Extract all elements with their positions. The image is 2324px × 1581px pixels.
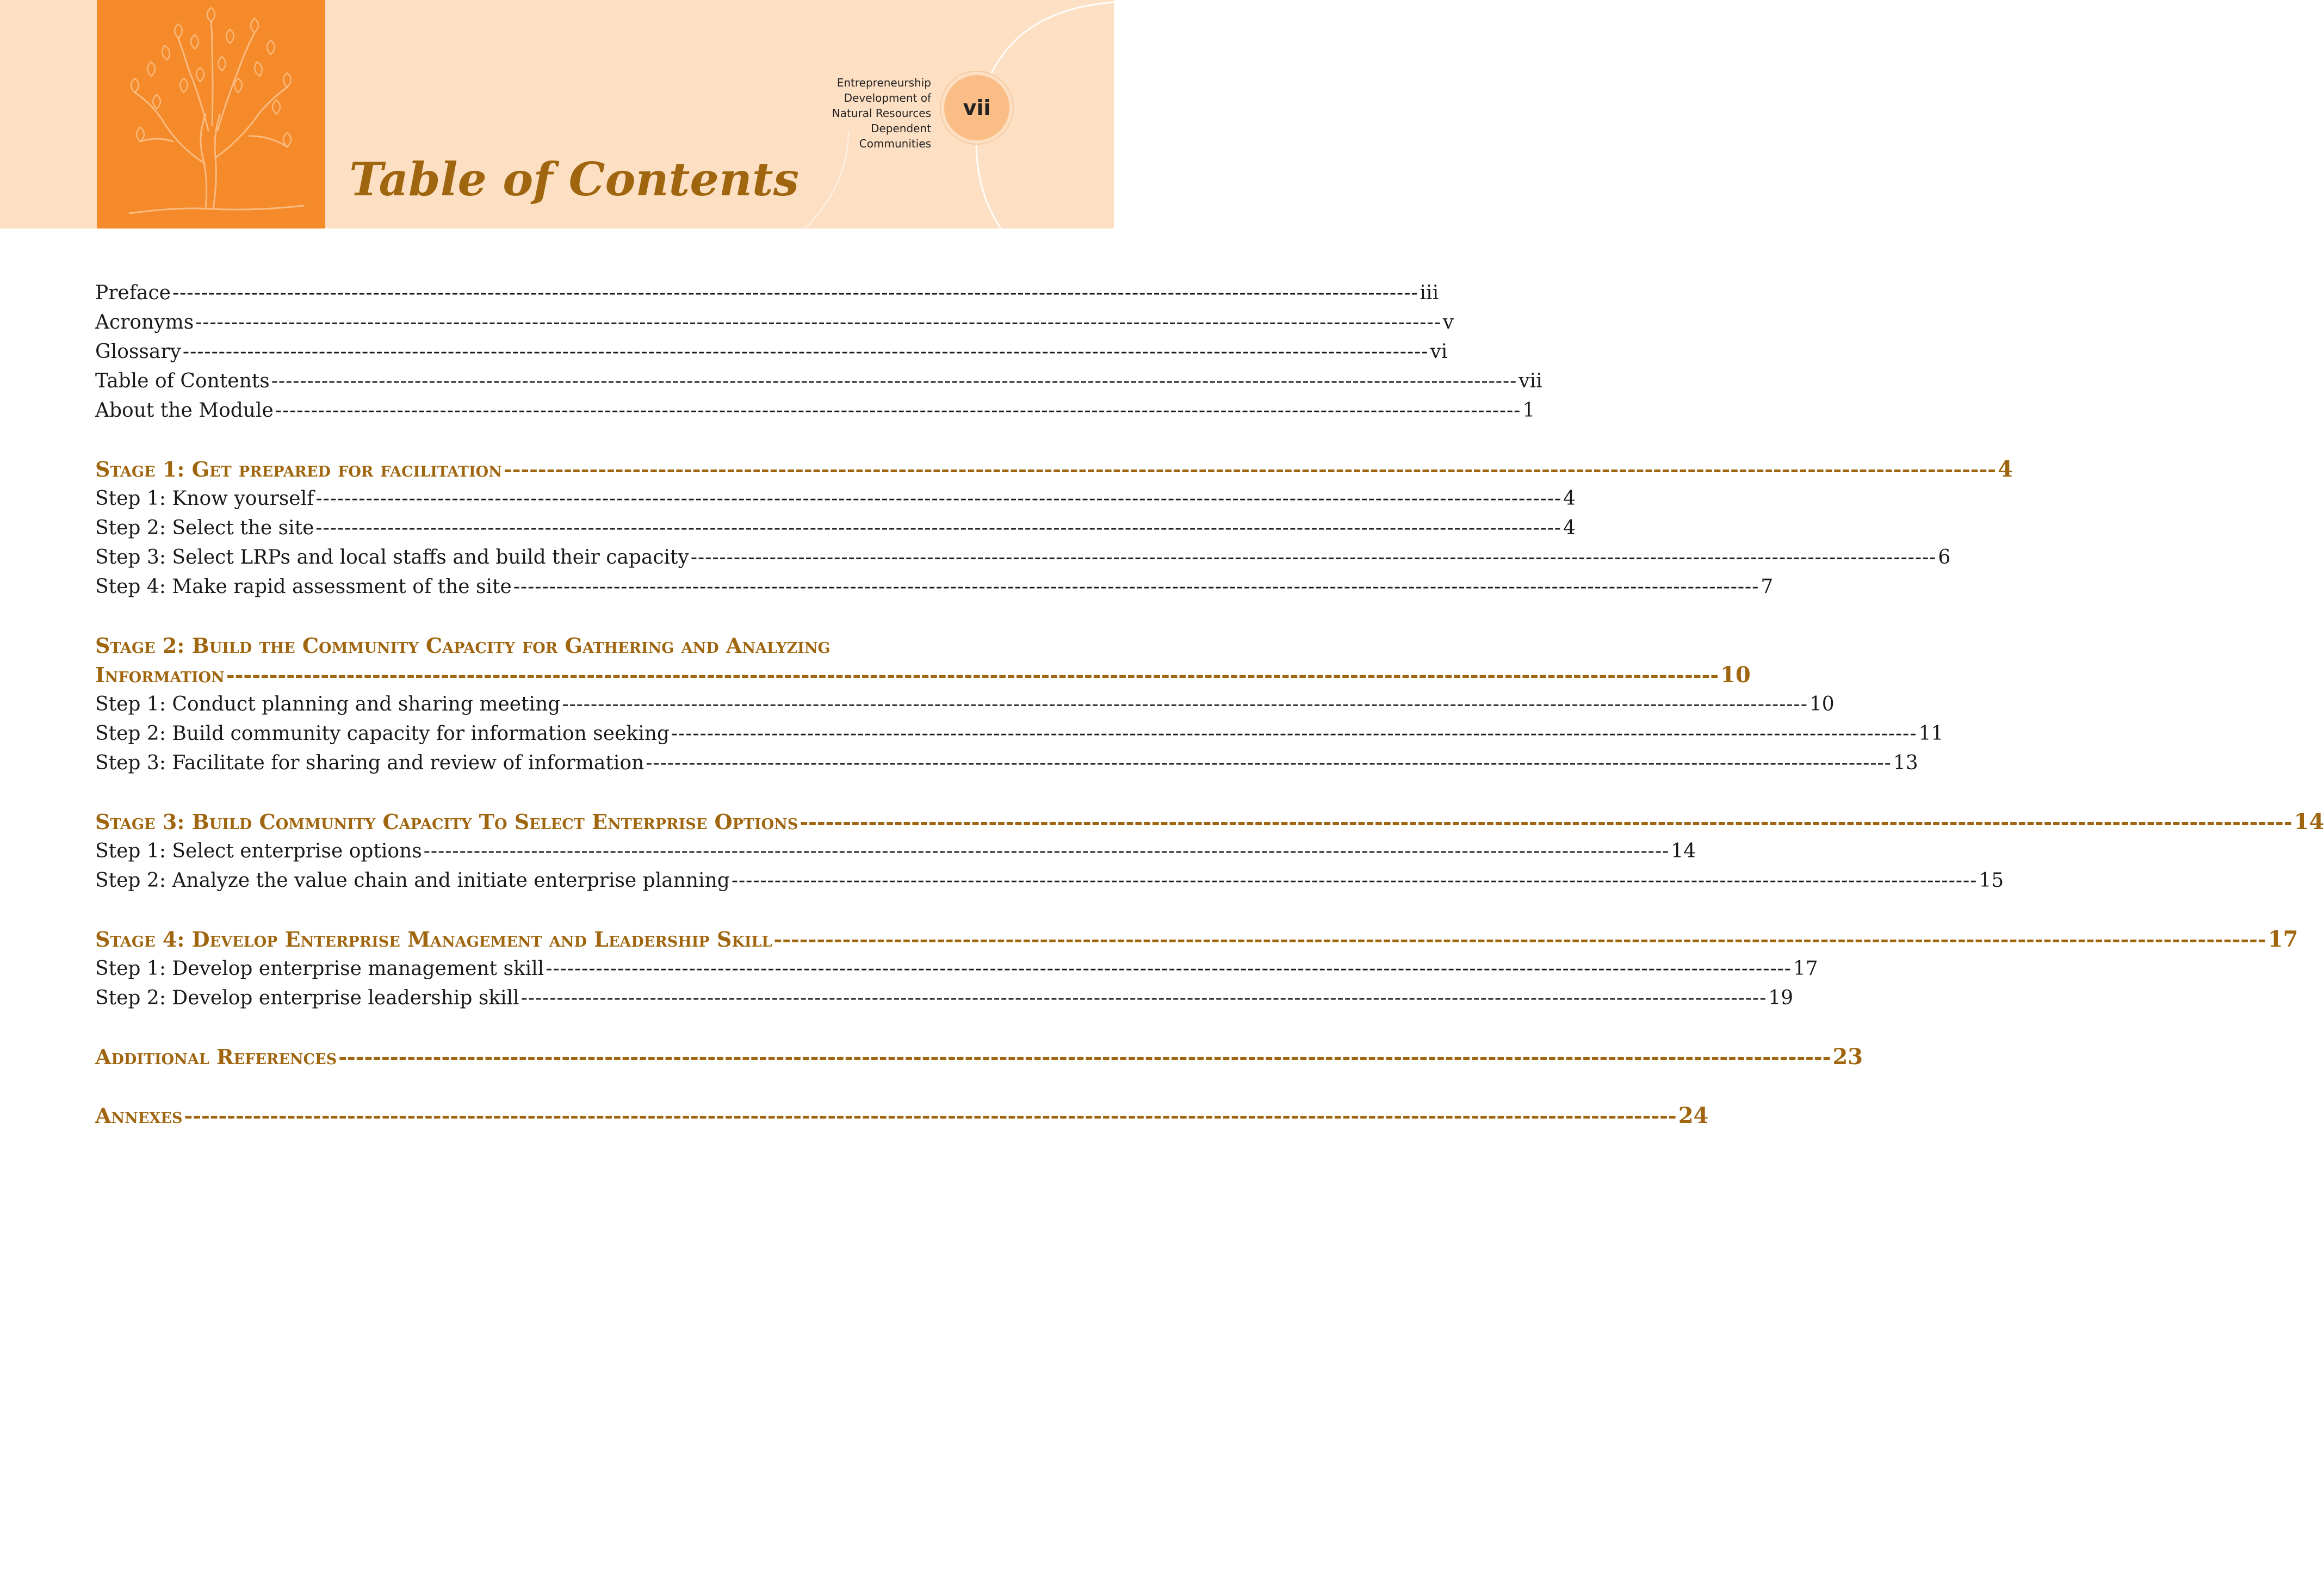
toc-stage-3-step-1[interactable] bbox=[95, 837, 1696, 866]
toc-entry-page: 7 bbox=[1761, 576, 1774, 598]
toc-entry-label: Step 3: Facilitate for sharing and review of information bbox=[95, 752, 644, 774]
toc-entry-glossary[interactable] bbox=[95, 337, 1448, 367]
toc-stage-3-heading[interactable] bbox=[95, 807, 2324, 837]
toc-entry-label: Step 3: Select LRPs and local staffs and build their capacity bbox=[95, 546, 689, 569]
toc-entry-label: Step 1: Select enterprise options bbox=[95, 840, 422, 862]
toc-stage-1-step-2[interactable] bbox=[95, 514, 1576, 543]
leader-dots: ------------------------------------------------------------------------------------------------------------------------------------------------------------------------------ bbox=[546, 958, 1792, 980]
leader-dots: ------------------------------------------------------------------------------------------------------------------------------------------------------------------------------ bbox=[182, 341, 1429, 363]
leader-dots: ------------------------------------------------------------------------------------------------------------------------------------------------------------------------------ bbox=[731, 869, 1978, 892]
toc-stage-4-step-2[interactable] bbox=[95, 984, 1794, 1013]
toc-entry-label: Step 2: Select the site bbox=[95, 517, 314, 539]
toc-entry-label: About the Module bbox=[95, 399, 274, 422]
stage-heading-label: Information bbox=[95, 663, 225, 687]
leader-dots: ------------------------------------------------------------------------------------------------------------------------------------------------------------------------------ bbox=[773, 927, 2266, 952]
leader-dots: ------------------------------------------------------------------------------------------------------------------------------------------------------------------------------ bbox=[646, 752, 1892, 774]
toc-entry-page: 19 bbox=[1768, 987, 1794, 1009]
leader-dots: ------------------------------------------------------------------------------------------------------------------------------------------------------------------------------ bbox=[338, 1045, 1831, 1069]
toc-entry-page: vii bbox=[1519, 370, 1542, 392]
stage-heading-page: 14 bbox=[2294, 809, 2324, 835]
leader-dots: ------------------------------------------------------------------------------------------------------------------------------------------------------------------------------ bbox=[800, 810, 2292, 834]
toc-stage-4-heading[interactable] bbox=[95, 925, 2298, 954]
leader-dots: ------------------------------------------------------------------------------------------------------------------------------------------------------------------------------ bbox=[184, 1103, 1677, 1128]
toc-entry-label: Acronyms bbox=[95, 311, 194, 334]
toc-entry-label: Step 1: Develop enterprise management skill bbox=[95, 958, 544, 980]
toc-entry-acronyms[interactable] bbox=[95, 308, 1454, 337]
leader-dots: ------------------------------------------------------------------------------------------------------------------------------------------------------------------------------ bbox=[195, 311, 1441, 334]
stage-heading-page: 10 bbox=[1720, 662, 1751, 688]
toc-entry-page: 4 bbox=[1563, 517, 1576, 539]
toc-entry-page: 6 bbox=[1938, 546, 1951, 569]
toc-entry-page: 17 bbox=[1793, 958, 1818, 980]
page-number-badge: vii bbox=[944, 75, 1009, 140]
toc-entry-label: Table of Contents bbox=[95, 370, 270, 392]
stage-heading-label: Stage 1: Get prepared for facilitation bbox=[95, 457, 502, 481]
toc-entry-label: Step 2: Develop enterprise leadership skill bbox=[95, 987, 519, 1009]
toc-entry-page: 11 bbox=[1918, 722, 1944, 745]
toc-stage-2-heading[interactable] bbox=[95, 660, 1751, 690]
toc-stage-3-step-2[interactable] bbox=[95, 866, 2004, 896]
leader-dots: ------------------------------------------------------------------------------------------------------------------------------------------------------------------------------ bbox=[671, 722, 1917, 745]
leader-dots: ------------------------------------------------------------------------------------------------------------------------------------------------------------------------------ bbox=[690, 546, 1937, 569]
toc-stage-1-step-1[interactable] bbox=[95, 484, 1576, 514]
toc-entry-label: Step 4: Make rapid assessment of the site bbox=[95, 576, 512, 598]
toc-stage-2-step-3[interactable] bbox=[95, 749, 1918, 778]
toc-annexes[interactable] bbox=[95, 1101, 1709, 1131]
toc-stage-2-step-1[interactable] bbox=[95, 690, 1835, 719]
toc-entry-about-module[interactable] bbox=[95, 396, 1535, 425]
stage-heading-label: Annexes bbox=[95, 1103, 183, 1128]
leader-dots: ------------------------------------------------------------------------------------------------------------------------------------------------------------------------------ bbox=[315, 487, 1561, 510]
leader-dots: ------------------------------------------------------------------------------------------------------------------------------------------------------------------------------ bbox=[503, 457, 1997, 481]
toc-entry-label: Preface bbox=[95, 282, 171, 304]
toc-entry-page: 4 bbox=[1563, 487, 1576, 510]
leader-dots: ------------------------------------------------------------------------------------------------------------------------------------------------------------------------------ bbox=[172, 282, 1418, 304]
toc-stage-1-step-3[interactable] bbox=[95, 543, 1951, 572]
stage-heading-page: 17 bbox=[2267, 927, 2298, 952]
toc-stage-1-step-4[interactable] bbox=[95, 572, 1774, 602]
spacer bbox=[95, 425, 1006, 455]
toc-entry-table-of-contents[interactable] bbox=[95, 367, 1542, 396]
toc-entry-label: Glossary bbox=[95, 341, 181, 363]
stage-heading-label: Stage 3: Build Community Capacity To Select Enterprise Options bbox=[95, 810, 798, 834]
toc-entry-label: Step 2: Analyze the value chain and initiate enterprise planning bbox=[95, 869, 730, 892]
leader-dots: ------------------------------------------------------------------------------------------------------------------------------------------------------------------------------ bbox=[315, 517, 1561, 539]
stage-heading-page: 23 bbox=[1832, 1044, 1863, 1070]
toc-entry-page: v bbox=[1442, 311, 1454, 334]
toc-entry-page: vi bbox=[1430, 341, 1448, 363]
spacer bbox=[95, 602, 1006, 631]
leader-dots: ------------------------------------------------------------------------------------------------------------------------------------------------------------------------------ bbox=[562, 693, 1808, 715]
toc-entry-label: Step 1: Know yourself bbox=[95, 487, 314, 510]
stage-heading-label: Stage 4: Develop Enterprise Management and Leadership Skill bbox=[95, 927, 772, 952]
leader-dots: ------------------------------------------------------------------------------------------------------------------------------------------------------------------------------ bbox=[513, 576, 1759, 598]
stage-heading-page: 4 bbox=[1998, 456, 2013, 482]
toc-stage-2-heading-line1[interactable]: Stage 2: Build the Community Capacity for Gathering and Analyzing bbox=[95, 633, 831, 658]
spacer bbox=[95, 778, 1006, 807]
publication-name: Entrepreneurship Development of Natural Resources Dependent Communities bbox=[832, 76, 931, 150]
spacer bbox=[95, 1013, 1006, 1042]
toc-stage-2-step-2[interactable] bbox=[95, 719, 1944, 749]
toc-entry-label: Step 1: Conduct planning and sharing meeting bbox=[95, 693, 561, 715]
toc-entry-page: iii bbox=[1420, 282, 1439, 304]
toc-stage-4-step-1[interactable] bbox=[95, 954, 1818, 984]
spacer bbox=[95, 896, 1006, 925]
leader-dots: ------------------------------------------------------------------------------------------------------------------------------------------------------------------------------ bbox=[520, 987, 1767, 1009]
toc-entry-page: 15 bbox=[1979, 869, 2004, 892]
toc-entry-page: 14 bbox=[1671, 840, 1696, 862]
toc-additional-references[interactable] bbox=[95, 1042, 1863, 1072]
toc-entry-preface[interactable] bbox=[95, 279, 1439, 308]
header-banner bbox=[0, 0, 1114, 228]
leader-dots: ------------------------------------------------------------------------------------------------------------------------------------------------------------------------------ bbox=[275, 399, 1521, 422]
leader-dots: ------------------------------------------------------------------------------------------------------------------------------------------------------------------------------ bbox=[226, 663, 1719, 687]
toc-entry-page: 1 bbox=[1522, 399, 1535, 422]
toc-entry-label: Step 2: Build community capacity for information seeking bbox=[95, 722, 670, 745]
stage-heading-page: 24 bbox=[1678, 1103, 1709, 1128]
toc-stage-1-heading[interactable] bbox=[95, 455, 2013, 484]
leader-dots: ------------------------------------------------------------------------------------------------------------------------------------------------------------------------------ bbox=[423, 840, 1670, 862]
table-of-contents bbox=[95, 279, 2324, 1131]
toc-entry-page: 10 bbox=[1809, 693, 1835, 715]
stage-heading-label: Additional References bbox=[95, 1045, 337, 1069]
leader-dots: ------------------------------------------------------------------------------------------------------------------------------------------------------------------------------ bbox=[271, 370, 1517, 392]
page-title: Table of Contents bbox=[349, 152, 799, 206]
spacer bbox=[95, 1072, 1006, 1101]
toc-entry-page: 13 bbox=[1893, 752, 1918, 774]
